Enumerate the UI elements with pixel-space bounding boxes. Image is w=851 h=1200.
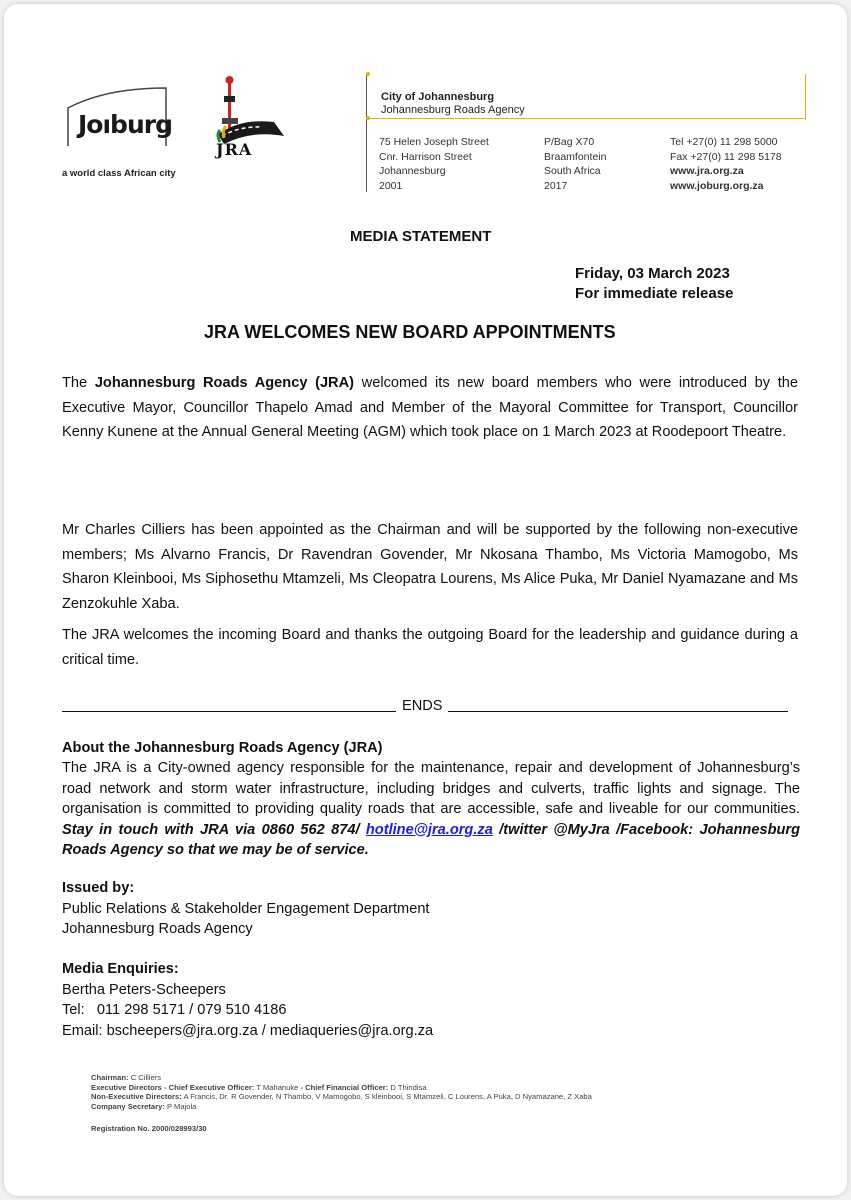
address-line: Johannesburg (379, 165, 446, 177)
statement-type: MEDIA STATEMENT (350, 228, 492, 245)
issued-by-section (62, 878, 430, 940)
address-line: Braamfontein (544, 150, 607, 163)
paragraph-text: welcomed its new board members who were introduced by the Executive Mayor, Councillor Thapelo Amad and Member of the Mayoral Committee for Transport, Councillor Kenny Kunene at the Annual General Meeting (AGM) which took place on 1 March 2023 at Roodepoort Theatre. (62, 375, 798, 440)
joburg-tagline: a world class African city (62, 168, 176, 179)
address-line: 2001 (379, 179, 403, 192)
ends-rule-right (448, 711, 788, 712)
footer-key: Company Secretary: (91, 1101, 165, 1111)
about-title: About the Johannesburg Roads Agency (JRA) (62, 740, 383, 756)
footer-nonexec (91, 1092, 592, 1102)
ends-rule-left (62, 711, 396, 712)
release-note: For immediate release (575, 285, 734, 302)
contact-tel: Tel: 011 298 5171 / 079 510 4186 (62, 1002, 287, 1018)
footer-value: T Mahanuke (256, 1082, 299, 1092)
header-dot (366, 72, 370, 76)
footer-value: D Thindisa (390, 1082, 427, 1092)
about-body: The JRA is a City-owned agency responsible for the maintenance, repair and development of Johannesburg’s road network and storm water infrastructure, including bridges and culverts, traffic lights and signage. The organisation is committed to providing quality roads that are accessible, safe and liveable for our communities. (62, 760, 800, 817)
issued-line: Johannesburg Roads Agency (62, 921, 253, 937)
footer-chairman (91, 1073, 592, 1083)
address-postal (544, 135, 606, 193)
agency-name: Johannesburg Roads Agency (JRA) (94, 375, 355, 391)
footer-key: - Chief Financial Officer: (300, 1082, 389, 1092)
header-rule (366, 118, 806, 119)
address-line: 2017 (544, 179, 568, 192)
org-title: City of Johannesburg (381, 91, 495, 103)
joburg-logo-text: Joıburg (78, 110, 172, 139)
issued-label: Issued by: (62, 880, 135, 896)
address-street (379, 135, 489, 193)
website-link[interactable]: www.joburg.org.za (670, 179, 764, 192)
header-rule-right (805, 74, 806, 120)
footer-key: Executive Directors - Chief Executive Officer: (91, 1082, 255, 1092)
about-section (62, 738, 800, 861)
registration-number: Registration No. 2000/028993/30 (91, 1124, 207, 1133)
issued-line: Public Relations & Stakeholder Engagement Department (62, 900, 430, 917)
about-text (62, 758, 800, 861)
address-line: 75 Helen Joseph Street (379, 136, 489, 148)
footer-key: Chairman: (91, 1073, 129, 1082)
paragraph-text: The (62, 375, 88, 391)
contact-name: Bertha Peters-Scheepers (62, 981, 226, 998)
hotline-email-link[interactable]: hotline@jra.org.za (365, 821, 493, 838)
footer (91, 1073, 592, 1111)
footer-secretary (91, 1102, 592, 1112)
org-subtitle: Johannesburg Roads Agency (381, 104, 525, 116)
footer-executives (91, 1083, 592, 1093)
footer-value: A Francis, Dr. R Govender, N Thambo, V Mamogobo, S kleinbooi, S Mtamzeli, C Lourens, A Puka, D Nyamazane, Z Xaba (183, 1092, 592, 1102)
footer-value: P Majola (166, 1101, 197, 1111)
media-enquiries-section (62, 959, 433, 1041)
date-block (575, 264, 733, 304)
contact-email[interactable]: Email: bscheepers@jra.org.za / mediaqueries@jra.org.za (62, 1022, 434, 1039)
paragraph-board: Mr Charles Cilliers has been appointed as the Chairman and will be supported by the following non-executive members; Ms Alvarno Francis, Dr Ravendran Govender, Mr Nkosana Thambo, Ms Victoria Mamogobo, Ms Sharon Kleinbooi, Ms Siphosethu Mtamzeli, Ms Cleopatra Lourens, Ms Alice Puka, Mr Daniel Nyamazane and Ms Zenzokuhle Xaba. (62, 522, 798, 612)
address-line: Cnr. Harrison Street (379, 150, 472, 163)
website-link[interactable]: www.jra.org.za (670, 165, 744, 177)
jra-logo-text: JRA (216, 140, 253, 159)
ends-divider (62, 696, 792, 716)
address-line: P/Bag X70 (544, 136, 595, 148)
tel-line: Tel +27(0) 11 298 5000 (670, 136, 778, 148)
joburg-logo (62, 70, 180, 182)
fax-line: Fax +27(0) 11 298 5178 (670, 150, 782, 163)
paragraph-intro (62, 371, 798, 445)
header-divider (366, 74, 367, 192)
contact-details (670, 135, 782, 193)
contact-cta: Stay in touch with JRA via 0860 562 874/ (62, 821, 360, 838)
footer-value: C Cilliers (130, 1073, 162, 1082)
statement-date: Friday, 03 March 2023 (575, 265, 730, 282)
headline: JRA WELCOMES NEW BOARD APPOINTMENTS (204, 322, 616, 342)
document-page (4, 4, 847, 1196)
social-cta: /twitter @MyJra /Facebook: Johannesburg Roads Agency so that we may be of service. (62, 821, 801, 858)
footer-key: Non-Executive Directors: (91, 1092, 182, 1102)
media-label: Media Enquiries: (62, 961, 179, 977)
ends-label: ENDS (402, 698, 443, 714)
address-line: South Africa (544, 165, 601, 177)
paragraph-welcome: The JRA welcomes the incoming Board and thanks the outgoing Board for the leadership and guidance during a critical time. (62, 627, 798, 668)
